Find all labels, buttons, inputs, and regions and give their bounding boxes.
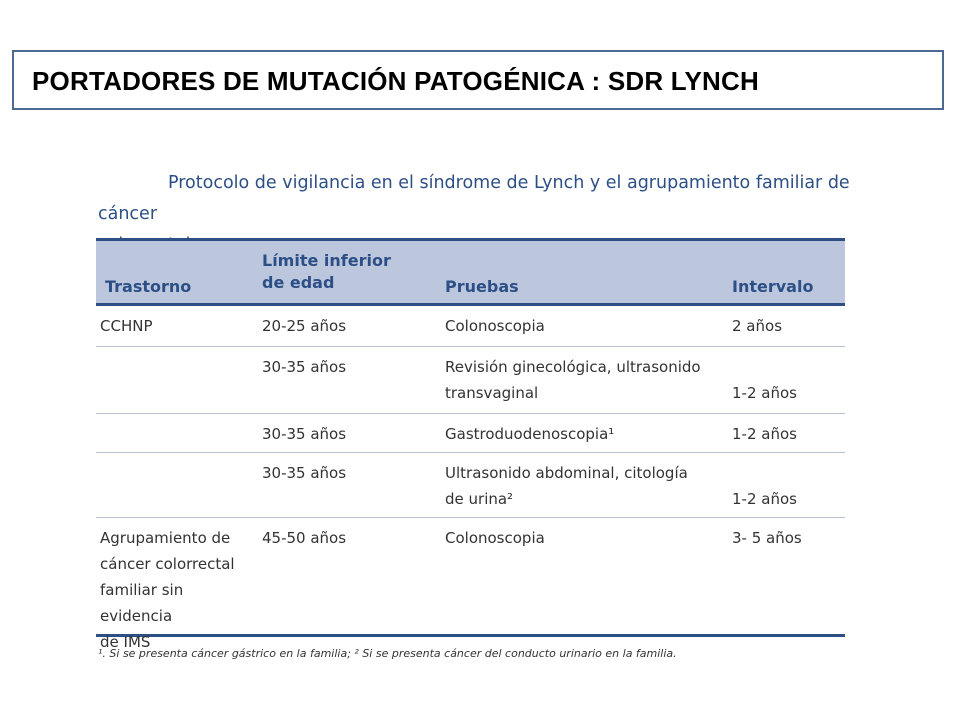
cell-pruebas <box>445 354 705 406</box>
cell-pruebas <box>445 421 705 447</box>
header-pruebas: Pruebas <box>445 277 519 296</box>
cell-intervalo: 1-2 años <box>732 425 797 443</box>
table-body <box>96 306 845 651</box>
cell-edad <box>262 313 346 339</box>
cell-pruebas <box>445 525 705 551</box>
caption-line-1: Protocolo de vigilancia en el síndrome de Lynch y el agrupamiento familiar de cáncer <box>98 173 850 224</box>
cell-edad-line: 30-35 años <box>262 464 347 482</box>
header-limite-edad <box>262 250 422 294</box>
table-footnote: ¹. Si se presenta cáncer gástrico en la familia; ² Si se presenta cáncer del conducto urinario en la familia. <box>98 647 677 660</box>
cell-intervalo: 1-2 años <box>732 490 797 508</box>
cell-trastorno <box>100 525 250 655</box>
cell-pruebas-line: Colonoscopia <box>445 317 545 335</box>
slide-title: PORTADORES DE MUTACIÓN PATOGÉNICA : SDR LYNCH <box>32 66 759 96</box>
cell-edad <box>262 421 346 447</box>
cell-edad-line: 30-35 años <box>262 425 347 443</box>
header-intervalo: Intervalo <box>732 277 814 296</box>
table-row <box>96 414 845 453</box>
cell-pruebas-line: transvaginal <box>445 384 539 402</box>
cell-pruebas-line: de urina² <box>445 490 514 508</box>
table-header <box>96 238 845 306</box>
cell-trastorno-line: CCHNP <box>100 317 153 335</box>
header-limite-line-1: Límite inferior <box>262 251 391 270</box>
cell-pruebas-line: Ultrasonido abdominal, citología <box>445 464 688 482</box>
cell-edad-line: 45-50 años <box>262 529 347 547</box>
cell-pruebas-line: Colonoscopia <box>445 529 545 547</box>
cell-trastorno-line: de IMS <box>100 633 151 651</box>
header-limite-line-2: de edad <box>262 273 335 292</box>
table-row <box>96 518 845 651</box>
table-row <box>96 347 845 414</box>
header-trastorno: Trastorno <box>105 277 192 296</box>
cell-trastorno-line: familiar sin evidencia <box>100 581 184 625</box>
cell-trastorno <box>100 313 250 339</box>
cell-edad-line: 20-25 años <box>262 317 347 335</box>
cell-trastorno-line: Agrupamiento de <box>100 529 231 547</box>
slide-title-box <box>12 50 944 110</box>
cell-pruebas <box>445 460 705 512</box>
table-row <box>96 453 845 518</box>
cell-pruebas-line: Revisión ginecológica, ultrasonido <box>445 358 701 376</box>
cell-intervalo: 1-2 años <box>732 384 797 402</box>
cell-intervalo: 3- 5 años <box>732 529 802 547</box>
cell-pruebas <box>445 313 705 339</box>
cell-edad <box>262 354 346 380</box>
surveillance-table <box>96 238 845 651</box>
cell-pruebas-line: Gastroduodenoscopia¹ <box>445 425 615 443</box>
cell-trastorno-line: cáncer colorrectal <box>100 555 235 573</box>
cell-edad <box>262 525 346 551</box>
cell-intervalo: 2 años <box>732 317 783 335</box>
table-row <box>96 306 845 347</box>
cell-edad <box>262 460 346 486</box>
cell-edad-line: 30-35 años <box>262 358 347 376</box>
